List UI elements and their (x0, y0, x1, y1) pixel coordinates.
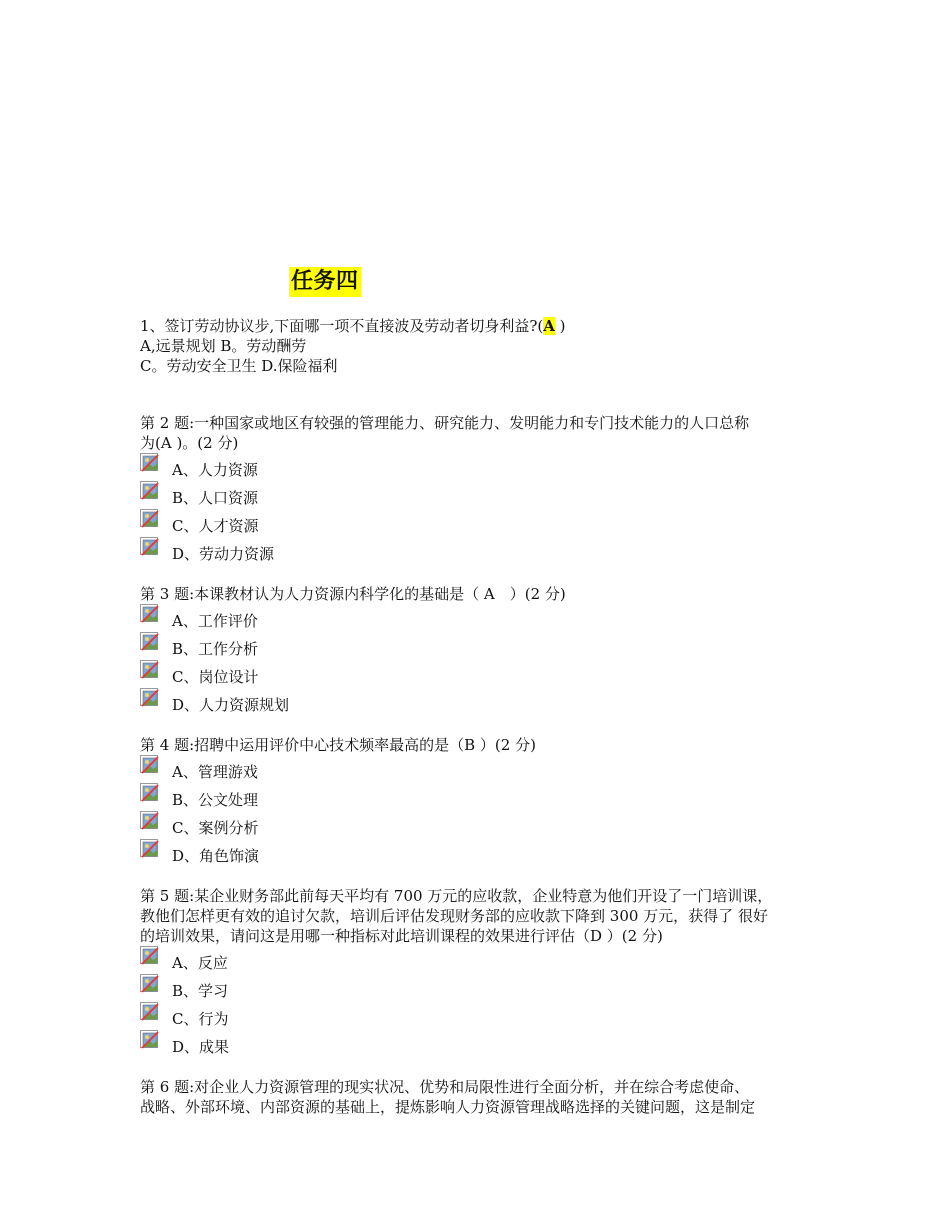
question-1-stem-text: 1、签订劳动协议步,下面哪一项不直接波及劳动者切身利益?( (140, 317, 544, 335)
question-5-option-b (140, 974, 820, 1002)
option-label: C、行为 (172, 1010, 229, 1028)
broken-image-icon (140, 509, 158, 527)
question-5-line-3: 的培训效果，请问这是用哪一种指标对此培训课程的效果进行评估（D ）(2 分) (140, 927, 663, 945)
broken-image-icon (140, 974, 158, 992)
option-label: D、角色饰演 (172, 847, 260, 865)
question-4 (140, 735, 820, 867)
question-5-option-a (140, 946, 820, 974)
question-3-option-a (140, 604, 820, 632)
option-label: C、人才资源 (172, 517, 259, 535)
option-label: D、成果 (172, 1038, 230, 1056)
question-5 (140, 886, 820, 1058)
question-5-line-2: 教他们怎样更有效的追讨欠款，培训后评估发现财务部的应收款下降到 300 万元，获得了 很好 (140, 907, 768, 925)
question-1-options-line-1: A,远景规划 B。劳动酬劳 (140, 337, 307, 355)
option-label: D、人力资源规划 (172, 696, 290, 714)
question-2-option-d (140, 537, 820, 565)
broken-image-icon (140, 1002, 158, 1020)
option-label: A、工作评价 (172, 612, 258, 630)
question-5-option-c (140, 1002, 820, 1030)
broken-image-icon (140, 660, 158, 678)
option-label: A、人力资源 (172, 461, 258, 479)
question-2-line-1: 第 2 题:一种国家或地区有较强的管理能力、研究能力、发明能力和专门技术能力的人口总称 (140, 414, 750, 432)
broken-image-icon (140, 537, 158, 555)
option-label: C、案例分析 (172, 819, 259, 837)
question-5-option-d (140, 1030, 820, 1058)
question-1 (140, 316, 820, 376)
question-2 (140, 413, 820, 565)
question-6-line-1: 第 6 题:对企业人力资源管理的现实状况、优势和局限性进行全面分析，并在综合考虑使命、 (140, 1078, 750, 1096)
question-4-option-c (140, 811, 820, 839)
question-5-line-1: 第 5 题:某企业财务部此前每天平均有 700 万元的应收款，企业特意为他们开设了一门培训课， (140, 887, 773, 905)
question-4-option-a (140, 755, 820, 783)
question-6 (140, 1077, 820, 1117)
question-1-options-line-2: C。劳动安全卫生 D.保险福利 (140, 357, 338, 375)
option-label: D、劳动力资源 (172, 545, 275, 563)
question-4-line-1: 第 4 题:招聘中运用评价中心技术频率最高的是（B ）(2 分) (140, 736, 536, 754)
option-label: B、工作分析 (172, 640, 259, 658)
page-title: 任务四 (289, 267, 361, 297)
question-3-option-b (140, 632, 820, 660)
question-2-option-a (140, 453, 820, 481)
broken-image-icon (140, 453, 158, 471)
question-4-option-d (140, 839, 820, 867)
broken-image-icon (140, 688, 158, 706)
question-3 (140, 584, 820, 716)
question-2-option-c (140, 509, 820, 537)
question-3-line-1: 第 3 题:本课教材认为人力资源内科学化的基础是（ A ）(2 分) (140, 585, 566, 603)
broken-image-icon (140, 1030, 158, 1048)
broken-image-icon (140, 839, 158, 857)
question-6-line-2: 战略、外部环境、内部资源的基础上，提炼影响人力资源管理战略选择的关键问题，这是制定 (140, 1098, 756, 1116)
question-2-option-b (140, 481, 820, 509)
broken-image-icon (140, 632, 158, 650)
question-3-option-d (140, 688, 820, 716)
broken-image-icon (140, 811, 158, 829)
option-label: B、人口资源 (172, 489, 259, 507)
broken-image-icon (140, 946, 158, 964)
option-label: A、反应 (172, 954, 228, 972)
question-4-option-b (140, 783, 820, 811)
question-1-stem-end: ) (554, 317, 566, 335)
option-label: B、公文处理 (172, 791, 259, 809)
broken-image-icon (140, 783, 158, 801)
broken-image-icon (140, 755, 158, 773)
question-1-answer: A (543, 317, 555, 335)
option-label: C、岗位设计 (172, 668, 259, 686)
broken-image-icon (140, 481, 158, 499)
option-label: A、管理游戏 (172, 763, 258, 781)
question-1-stem (140, 316, 820, 336)
option-label: B、学习 (172, 982, 229, 1000)
question-2-line-2: 为(A )。(2 分) (140, 434, 239, 452)
broken-image-icon (140, 604, 158, 622)
question-3-option-c (140, 660, 820, 688)
